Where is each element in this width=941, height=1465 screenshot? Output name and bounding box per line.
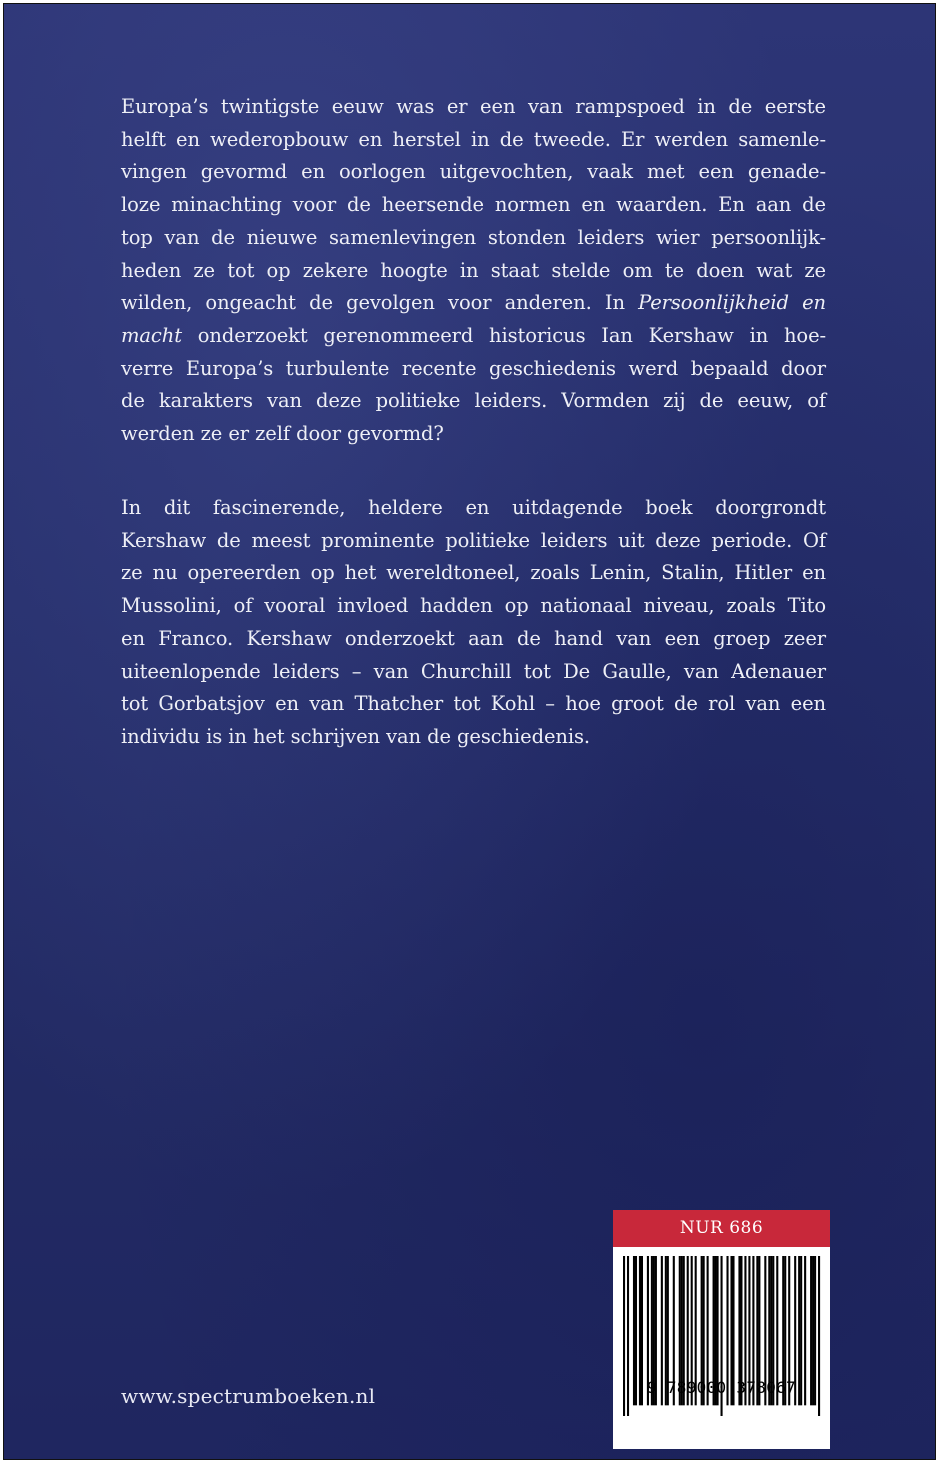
blurb-line: en Franco. Kershaw onderzoekt aan de hand van een groep zeer bbox=[121, 626, 826, 650]
blurb-line-with-title bbox=[121, 287, 826, 320]
blurb-line: vingen gevormd en oorlogen uitgevochten, vaak met een genade- bbox=[121, 160, 826, 184]
blurb-line: top van de nieuwe samenlevingen stonden leiders wier persoonlijk- bbox=[121, 225, 826, 249]
blurb-paragraph-1 bbox=[121, 91, 826, 451]
back-cover bbox=[3, 3, 936, 1460]
blurb-line-text: onderzoekt gerenommeerd historicus Ian Kershaw in hoe- bbox=[197, 323, 826, 347]
blurb-line: heden ze tot op zekere hoogte in staat stelde om te doen wat ze bbox=[121, 258, 826, 282]
blurb-line-with-title bbox=[121, 320, 826, 353]
blurb-line: In dit fascinerende, heldere en uitdagende boek doorgrondt bbox=[121, 496, 826, 519]
blurb-line: ze nu opereerden op het wereldtoneel, zoals Lenin, Stalin, Hitler en bbox=[121, 561, 826, 585]
nur-code: NUR 686 bbox=[613, 1210, 830, 1247]
blurb-line: tot Gorbatsjov en van Thatcher tot Kohl – hoe groot de rol van een bbox=[121, 692, 826, 716]
blurb-line: helft en wederopbouw en herstel in de tweede. Er werden samenle- bbox=[121, 127, 826, 151]
barcode-label bbox=[613, 1210, 830, 1449]
blurb-line: verre Europa’s turbulente recente geschiedenis werd bepaald door bbox=[121, 356, 826, 380]
book-title: macht bbox=[121, 323, 182, 347]
blurb-line: Kershaw de meest prominente politieke leiders uit deze periode. Of bbox=[121, 528, 826, 552]
isbn-digits: 9 789000 378067 bbox=[647, 1378, 796, 1397]
blurb-line: Mussolini, of vooral invloed hadden op nationaal niveau, zoals Tito bbox=[121, 594, 826, 618]
blurb-line: werden ze er zelf door gevormd? bbox=[121, 422, 444, 446]
blurb-line: de karakters van deze politieke leiders. Vormden zij de eeuw, of bbox=[121, 389, 826, 413]
blurb-line: uiteenlopende leiders – van Churchill tot De Gaulle, van Adenauer bbox=[121, 659, 826, 683]
blurb-line-text: wilden, ongeacht de gevolgen voor anderen. In bbox=[121, 291, 625, 315]
book-title: Persoonlijkheid en bbox=[638, 291, 826, 315]
publisher-website: www.spectrumboeken.nl bbox=[121, 1384, 376, 1408]
blurb-line: Europa’s twintigste eeuw was er een van rampspoed in de eerste bbox=[121, 95, 826, 118]
blurb-paragraph-2 bbox=[121, 492, 826, 754]
blurb-line: individu is in het schrijven van de geschiedenis. bbox=[121, 724, 591, 748]
blurb-line: loze minachting voor de heersende normen en waarden. En aan de bbox=[121, 193, 826, 217]
